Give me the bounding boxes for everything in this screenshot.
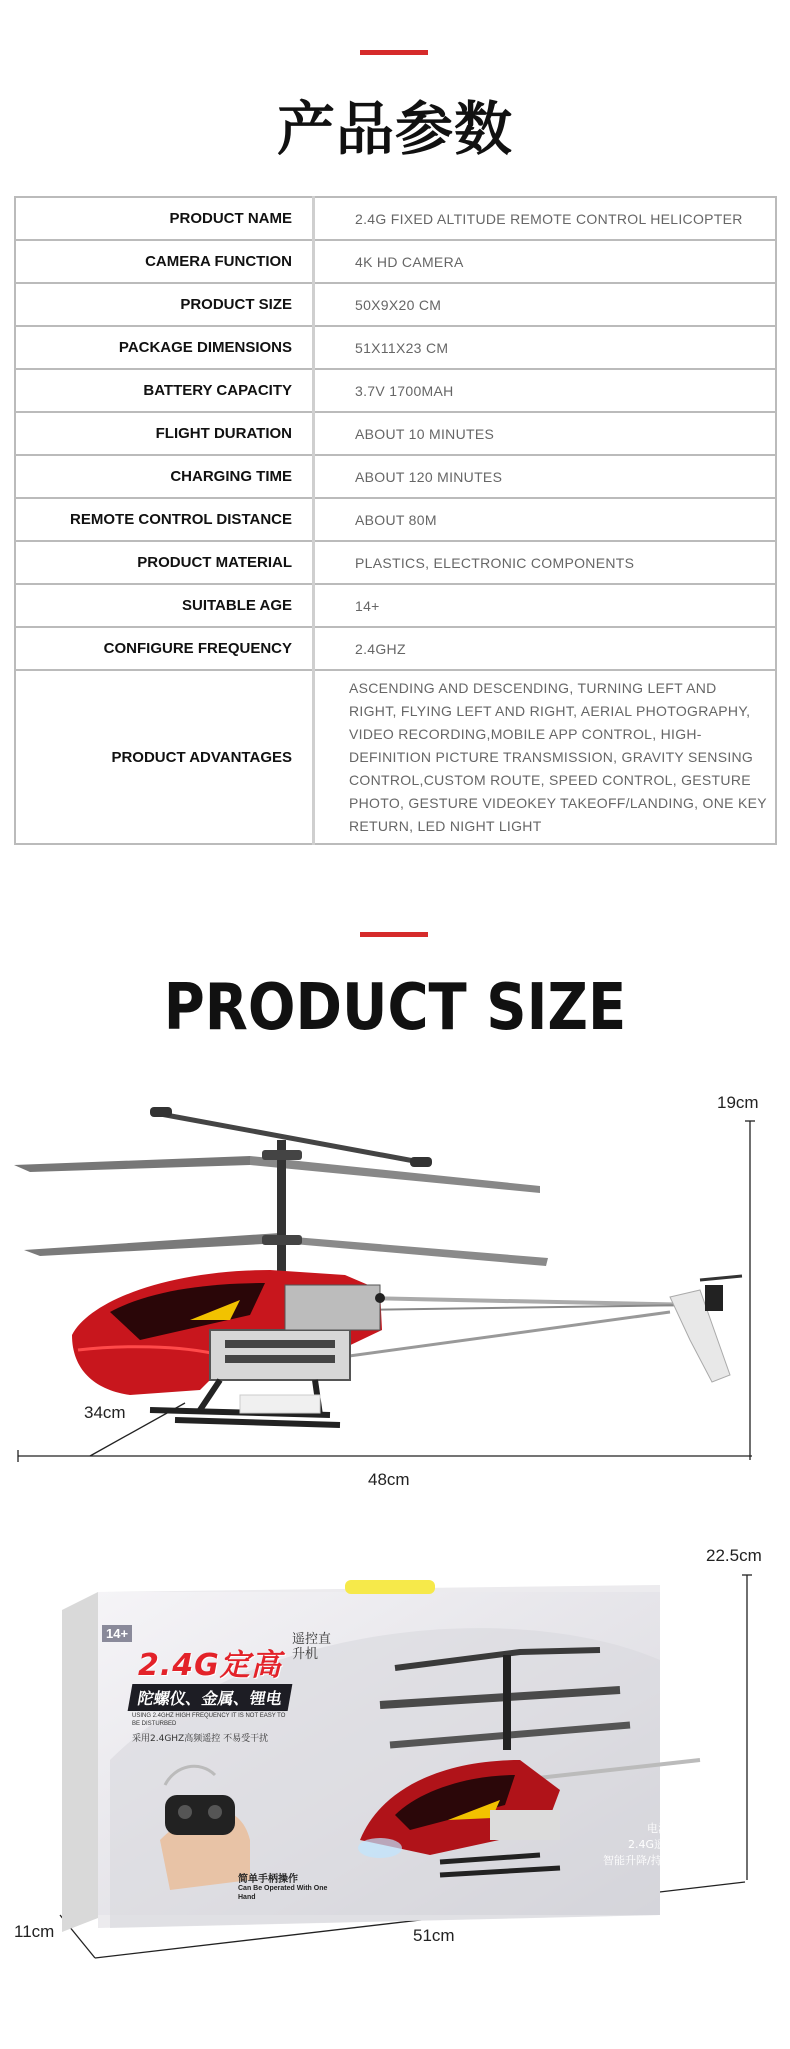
helicopter-height-label: 19cm	[717, 1093, 759, 1112]
spec-value: 2.4G FIXED ALTITUDE REMOTE CONTROL HELICOPTER	[314, 197, 777, 240]
box-age-badge: 14+	[102, 1625, 132, 1642]
box-side-cn2: 2.4G遥控信号	[628, 1838, 699, 1851]
spec-label: PRODUCT MATERIAL	[15, 541, 314, 584]
spec-value: ABOUT 120 MINUTES	[314, 455, 777, 498]
box-note-cn: 采用2.4GHZ高频遥控 不易受干扰	[132, 1734, 269, 1744]
box-length-label: 51cm	[413, 1926, 455, 1945]
spec-label: REMOTE CONTROL DISTANCE	[15, 498, 314, 541]
spec-label: BATTERY CAPACITY	[15, 369, 314, 412]
spec-value: 3.7V 1700MAH	[314, 369, 777, 412]
spec-label: FLIGHT DURATION	[15, 412, 314, 455]
spec-value: ABOUT 80M	[314, 498, 777, 541]
box-hand-cn: 简单手柄操作	[238, 1874, 298, 1885]
spec-label: PRODUCT NAME	[15, 197, 314, 240]
box-side-cn1: 电池可更换	[647, 1822, 702, 1835]
spec-label: CONFIGURE FREQUENCY	[15, 627, 314, 670]
box-hand-en: Can Be Operated With One Hand	[238, 1885, 328, 1901]
spec-label: CAMERA FUNCTION	[15, 240, 314, 283]
spec-value: 4K HD CAMERA	[314, 240, 777, 283]
box-depth-label: 11cm	[14, 1922, 55, 1941]
size-section-title: PRODUCT SIZE	[163, 970, 627, 1045]
params-section-title: 产品参数	[276, 95, 513, 163]
spec-label: SUITABLE AGE	[15, 584, 314, 627]
box-handle	[345, 1580, 435, 1594]
spec-value: 14+	[314, 584, 777, 627]
helicopter-width-label: 34cm	[84, 1403, 126, 1422]
box-headline: 2.4G定高	[138, 1648, 282, 1683]
spec-value: 2.4GHZ	[314, 627, 777, 670]
box-side-face	[62, 1592, 98, 1932]
spec-label: CHARGING TIME	[15, 455, 314, 498]
spec-value: ABOUT 10 MINUTES	[314, 412, 777, 455]
spec-label: PRODUCT SIZE	[15, 283, 314, 326]
spec-label: PRODUCT ADVANTAGES	[15, 670, 314, 844]
spec-value: 51X11X23 CM	[314, 326, 777, 369]
box-note-en: USING 2.4GHZ HIGH FREQUENCY IT IS NOT EASY TO BE DISTURBED	[132, 1713, 286, 1727]
box-height-label: 22.5cm	[706, 1546, 762, 1565]
box-features: 陀螺仪、金属、锂电	[128, 1684, 293, 1711]
spec-value: 50X9X20 CM	[314, 283, 777, 326]
spec-value: ASCENDING AND DESCENDING, TURNING LEFT AND RIGHT, FLYING LEFT AND RIGHT, AERIAL PHOTOGRAPHY, VIDEO RECORDING,MOBILE APP CONTROL, HIGH-DEFINITION PICTURE TRANSMISSION, GRAVITY SENSING CONTROL,CUSTOM ROUTE, SPEED CONTROL, GESTURE PHOTO, GESTURE VIDEOKEY TAKEOFF/LANDING, ONE KEY RETURN, LED NIGHT LIGHT	[314, 670, 777, 844]
spec-label: PACKAGE DIMENSIONS	[15, 326, 314, 369]
helicopter-length-label: 48cm	[368, 1470, 410, 1489]
spec-value: PLASTICS, ELECTRONIC COMPONENTS	[314, 541, 777, 584]
box-side-cn3: 智能升降/持久续航	[603, 1854, 695, 1867]
box-headline-sub: 遥控直升机	[292, 1632, 332, 1662]
